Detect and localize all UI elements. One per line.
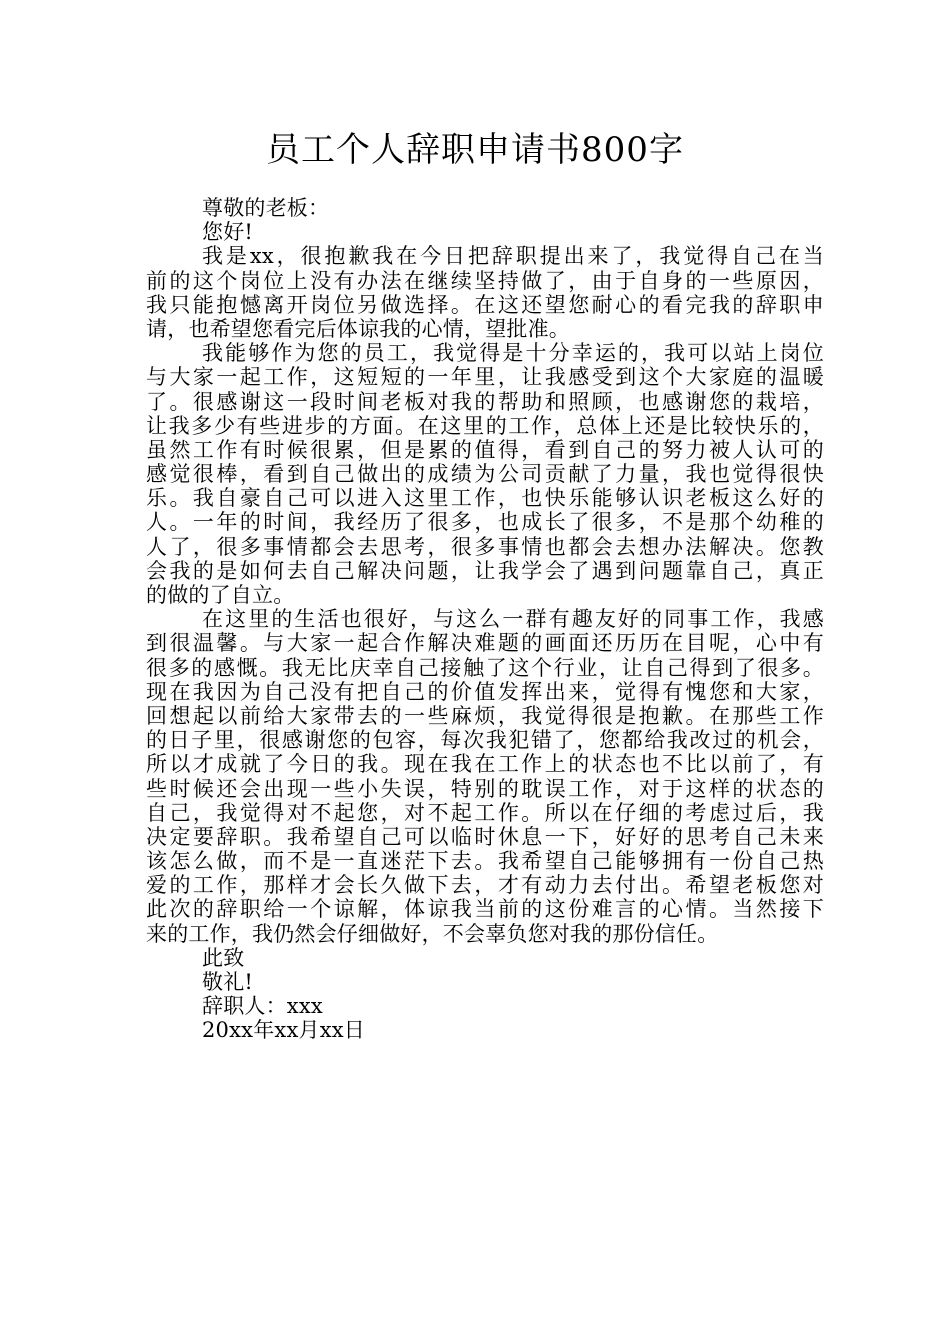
text-line: 些时候还会出现一些小失误，特别的耽误工作，对于这样的状态的 bbox=[146, 776, 824, 801]
text-line: 此致 bbox=[202, 945, 245, 970]
text-line: 前的这个岗位上没有办法在继续坚持做了，由于自身的一些原因， bbox=[146, 268, 824, 293]
text-line: 爱的工作，那样才会长久做下去，才有动力去付出。希望老板您对 bbox=[146, 873, 824, 898]
text-line: 决定要辞职。我希望自己可以临时休息一下，好好的思考自己未来 bbox=[146, 824, 824, 849]
text-line: 尊敬的老板： bbox=[202, 196, 330, 220]
text-line: 来的工作，我仍然会仔细做好，不会辜负您对我的那份信任。 bbox=[146, 921, 719, 946]
text-line: 虽然工作有时候很累，但是累的值得，看到自己的努力被人认可的 bbox=[146, 437, 824, 462]
document-body bbox=[146, 196, 824, 1043]
text-line: 我只能抱憾离开岗位另做选择。在这还望您耐心的看完我的辞职申 bbox=[146, 292, 824, 317]
text-line: 了。很感谢这一段时间老板对我的帮助和照顾，也感谢您的栽培， bbox=[146, 389, 824, 414]
text-line: 您好! bbox=[202, 220, 254, 245]
text-line: 乐。我自豪自己可以进入这里工作，也快乐能够认识老板这么好的 bbox=[146, 486, 824, 511]
text-line: 很多的感慨。我无比庆幸自己接触了这个行业，让自己得到了很多。 bbox=[146, 655, 824, 680]
text-line: 人。一年的时间，我经历了很多，也成长了很多，不是那个幼稚的 bbox=[146, 510, 824, 535]
text-line: 的日子里，很感谢您的包容，每次我犯错了，您都给我改过的机会， bbox=[146, 728, 824, 753]
text-line: 现在我因为自己没有把自己的价值发挥出来，觉得有愧您和大家， bbox=[146, 679, 824, 704]
text-line: 的做的了自立。 bbox=[146, 583, 295, 607]
text-line: 20xx年xx月xx日 bbox=[202, 1018, 365, 1043]
text-line: 所以才成就了今日的我。现在我在工作上的状态也不比以前了，有 bbox=[146, 752, 824, 777]
text-line: 该怎么做，而不是一直迷茫下去。我希望自己能够拥有一份自己热 bbox=[146, 849, 824, 874]
text-line: 自己，我觉得对不起您，对不起工作。所以在仔细的考虑过后，我 bbox=[146, 800, 824, 825]
text-line: 人了，很多事情都会去思考，很多事情也都会去想办法解决。您教 bbox=[146, 534, 824, 559]
text-line: 敬礼! bbox=[202, 970, 254, 994]
text-line: 我能够作为您的员工，我觉得是十分幸运的，我可以站上岗位 bbox=[202, 341, 824, 366]
text-line: 感觉很棒，看到自己做出的成绩为公司贡献了力量，我也觉得很快 bbox=[146, 462, 824, 487]
text-line: 在这里的生活也很好，与这么一群有趣友好的同事工作，我感 bbox=[202, 607, 824, 632]
text-line: 辞职人：xxx bbox=[202, 994, 323, 1019]
text-line: 让我多少有些进步的方面。在这里的工作，总体上还是比较快乐的， bbox=[146, 413, 824, 438]
text-line: 我是xx，很抱歉我在今日把辞职提出来了，我觉得自己在当 bbox=[202, 244, 824, 269]
document-title: 员工个人辞职申请书800字 bbox=[266, 130, 684, 170]
text-line: 到很温馨。与大家一起合作解决难题的画面还历历在目呢，心中有 bbox=[146, 631, 824, 656]
text-line: 此次的辞职给一个谅解，体谅我当前的这份难言的心情。当然接下 bbox=[146, 897, 824, 922]
text-line: 会我的是如何去自己解决问题，让我学会了遇到问题靠自己，真正 bbox=[146, 558, 824, 583]
text-line: 请，也希望您看完后体谅我的心情，望批准。 bbox=[146, 316, 570, 341]
text-line: 回想起以前给大家带去的一些麻烦，我觉得很是抱歉。在那些工作 bbox=[146, 703, 824, 728]
text-line: 与大家一起工作，这短短的一年里，让我感受到这个大家庭的温暖 bbox=[146, 365, 824, 390]
